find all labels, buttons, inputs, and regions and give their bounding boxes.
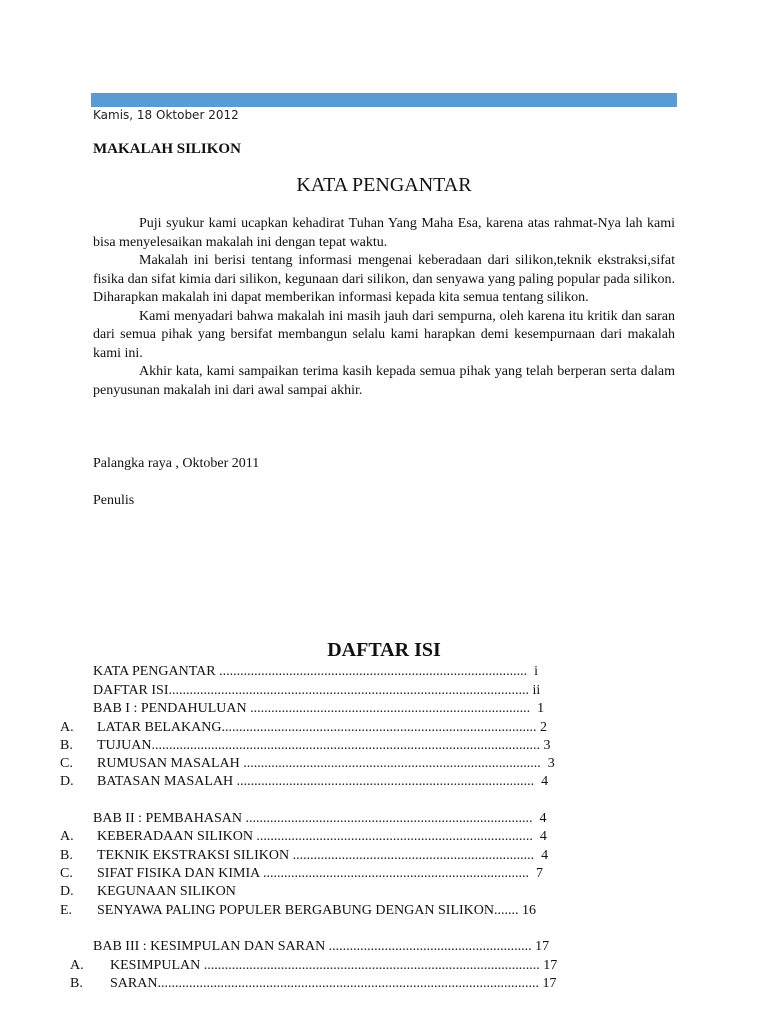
toc-entry: KEGUNAAN SILIKON bbox=[97, 884, 236, 899]
toc-entry-letter: B. bbox=[70, 976, 83, 991]
toc-entry-letter: B. bbox=[60, 848, 73, 863]
foreword-paragraph: Kami menyadari bahwa makalah ini masih jauh dari sempurna, oleh karena itu kritik dan saran dari semua pihak yang bersifat membangun selalu kami harapkan demi kesempurnaan dari makalah kami ini. bbox=[93, 308, 675, 361]
toc-entry-letter: A. bbox=[60, 829, 74, 844]
toc-entry-letter: A. bbox=[60, 720, 74, 735]
toc-entry-letter: A. bbox=[70, 958, 84, 973]
foreword-body bbox=[93, 215, 675, 400]
toc-entry-letter: C. bbox=[60, 756, 73, 771]
toc-entry: KEBERADAAN SILIKON ............................................................................... 4 bbox=[97, 829, 547, 844]
toc-entry-letter: C. bbox=[60, 866, 73, 881]
toc-entry-letter: B. bbox=[60, 738, 73, 753]
toc-entry: DAFTAR ISI....................................................................................................... ii bbox=[93, 683, 541, 698]
toc-entry: LATAR BELAKANG.......................................................................................... 2 bbox=[97, 720, 547, 735]
toc-entry: RUMUSAN MASALAH ..................................................................................... 3 bbox=[97, 756, 555, 771]
toc-heading: DAFTAR ISI bbox=[327, 639, 441, 661]
header-bar bbox=[91, 93, 677, 107]
toc-entry: KATA PENGANTAR ........................................................................................ i bbox=[93, 664, 538, 679]
toc-entry: BAB III : KESIMPULAN DAN SARAN .......................................................... 17 bbox=[93, 939, 550, 954]
toc-entry: TUJUAN............................................................................................................... 3 bbox=[97, 738, 551, 753]
toc-entry: BAB II : PEMBAHASAN .................................................................................. 4 bbox=[93, 811, 547, 826]
foreword-paragraph: Akhir kata, kami sampaikan terima kasih kepada semua pihak yang telah berperan serta dalam penyusunan makalah ini dari awal sampai akhir. bbox=[93, 364, 675, 398]
toc-entry: SARAN............................................................................................................. 17 bbox=[110, 976, 557, 991]
toc-entry: SENYAWA PALING POPULER BERGABUNG DENGAN SILIKON....... 16 bbox=[97, 903, 536, 918]
foreword-paragraph: Puji syukur kami ucapkan kehadirat Tuhan Yang Maha Esa, karena atas rahmat-Nya lah kami bisa menyelesaikan makalah ini dengan tepat waktu. bbox=[93, 216, 675, 250]
foreword-paragraph: Makalah ini berisi tentang informasi mengenai keberadaan dari silikon,teknik ekstraksi,sifat fisika dan sifat kimia dari silikon, kegunaan dari silikon, dan senyawa yang paling popular pada silikon. Diharapkan makalah ini dapat memberikan informasi kepada kita semua tentang silikon. bbox=[93, 253, 675, 305]
toc-entry-letter: D. bbox=[60, 774, 74, 789]
author-signature: Penulis bbox=[93, 493, 135, 508]
header-date: Kamis, 18 Oktober 2012 bbox=[93, 108, 239, 122]
place-date: Palangka raya , Oktober 2011 bbox=[93, 456, 260, 471]
foreword-heading: KATA PENGANTAR bbox=[296, 174, 472, 196]
toc-entry: SIFAT FISIKA DAN KIMIA ............................................................................ 7 bbox=[97, 866, 543, 881]
toc-entry-letter: E. bbox=[60, 903, 73, 918]
toc-entry: BATASAN MASALAH ..................................................................................... 4 bbox=[97, 774, 549, 789]
toc-entry: KESIMPULAN ................................................................................................ 17 bbox=[110, 958, 558, 973]
toc-entry: TEKNIK EKSTRAKSI SILIKON ..................................................................... 4 bbox=[97, 848, 549, 863]
toc-entry: BAB I : PENDAHULUAN ................................................................................ 1 bbox=[93, 701, 545, 716]
toc-entry-letter: D. bbox=[60, 884, 74, 899]
document-title: MAKALAH SILIKON bbox=[93, 141, 241, 157]
